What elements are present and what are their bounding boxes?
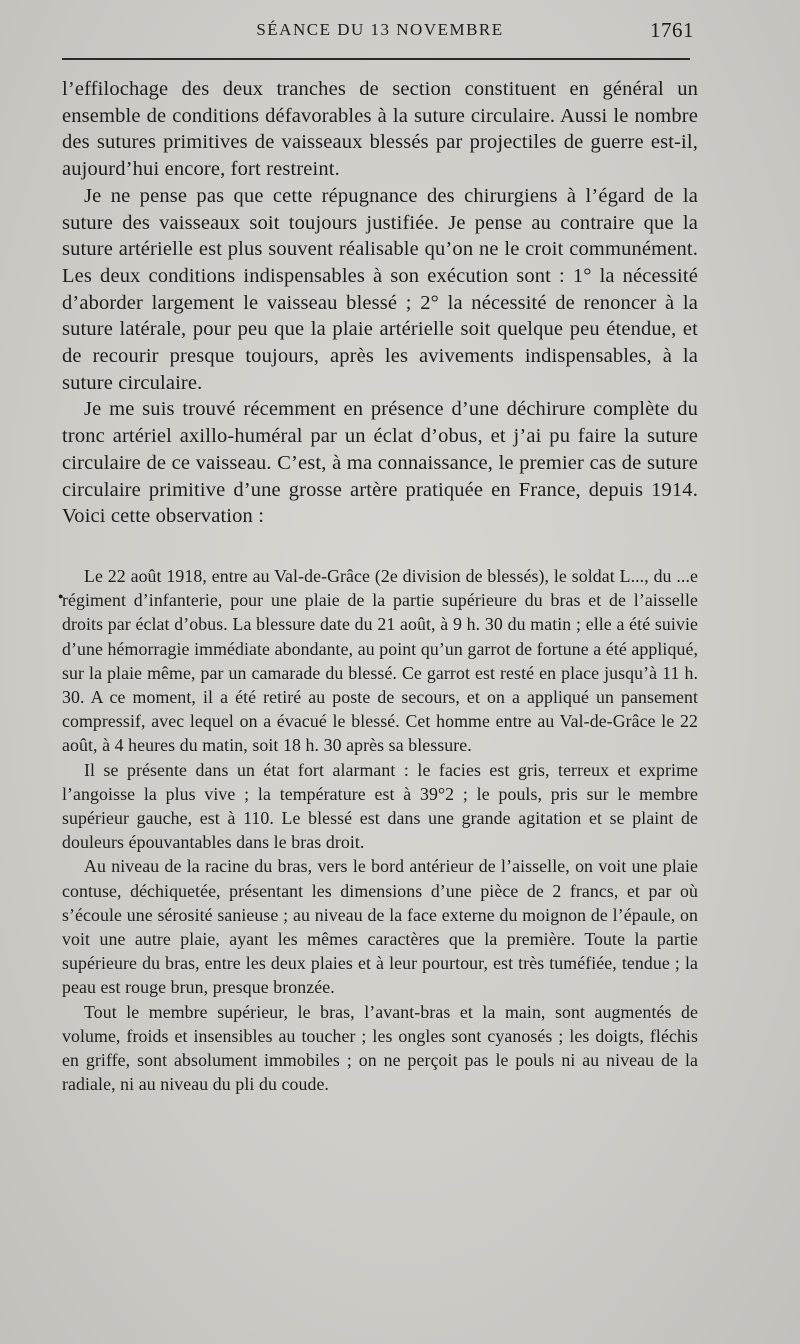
paragraph: l’effilochage des deux tranches de section constituent en général un ensemble de conditions défavorables à la suture circulaire. Aussi le nombre des sutures primitives de vaisseaux blessés par projectiles de guerre est-il, aujourd’hui encore, fort restreint.: [62, 78, 698, 181]
page-number: 1761: [650, 18, 694, 42]
observation-paragraph: Tout le membre supérieur, le bras, l’avant-bras et la main, sont augmentés de volume, froids et insensibles au toucher ; les ongles sont cyanosés ; les doigts, fléchis en griffe, sont absolument immobiles ; on ne perçoit pas le pouls ni au niveau de la radiale, ni au niveau du pli du coude.: [62, 1001, 698, 1095]
page-header: [60, 18, 700, 48]
header-rule: [62, 58, 690, 60]
paragraph: Je me suis trouvé récemment en présence d’une déchirure complète du tronc artériel axillo-huméral par un éclat d’obus, et j’ai pu faire la suture circulaire de ce vaisseau. C’est, à ma connaissance, le premier cas de suture circulaire primitive d’une grosse artère pratiquée en France, depuis 1914. Voici cette observation :: [62, 398, 698, 528]
observation-paragraph: Au niveau de la racine du bras, vers le bord antérieur de l’aisselle, on voit une plaie contuse, déchiquetée, présentant les dimensions d’une pièce de 2 francs, et par où s’écoule une sérosité sanieuse ; au niveau de la face externe du moignon de l’épaule, on voit une autre plaie, ayant les mêmes caractères que la première. Toute la partie supérieure du bras, entre les deux plaies et à leur pourtour, est très tuméfiée, tendue ; la peau est rouge brun, presque bronzée.: [62, 856, 698, 998]
body-text: [62, 76, 698, 1096]
running-head: SÉANCE DU 13 NOVEMBRE: [256, 20, 504, 39]
margin-mark: ●: [58, 591, 64, 601]
main-text: [62, 76, 698, 530]
observation-paragraph: Il se présente dans un état fort alarmant : le facies est gris, terreux et exprime l’angoisse la plus vive ; la température est à 39°2 ; le pouls, pris sur le membre supérieur gauche, est à 110. Le blessé est dans une grande agitation et se plaint de douleurs épouvantables dans le bras droit.: [62, 759, 698, 853]
paragraph: Je ne pense pas que cette répugnance des chirurgiens à l’égard de la suture des vaisseaux soit toujours justifiée. Je pense au contraire que la suture artérielle est plus souvent réalisable qu’on ne le croit communément. Les deux conditions indispensables à son exécution sont : 1° la nécessité d’aborder largement le vaisseau blessé ; 2° la nécessité de renoncer à la suture latérale, pour peu que la plaie artérielle soit quelque peu étendue, et de recourir presque toujours, après les avivements indispensables, à la suture circulaire.: [62, 184, 698, 394]
observation-text: [62, 564, 698, 1096]
observation-paragraph: Le 22 août 1918, entre au Val-de-Grâce (2e division de blessés), le soldat L..., du ...e régiment d’infanterie, pour une plaie de la partie supérieure du bras et de l’aisselle droits par éclat d’obus. La blessure date du 21 août, à 9 h. 30 du matin ; elle a été suivie d’une hémorragie immédiate abondante, au point qu’un garrot de fortune a été appliqué, sur la plaie même, par un camarade du blessé. Ce garrot est resté en place jusqu’à 11 h. 30. A ce moment, il a été retiré au poste de secours, et on a appliqué un pansement compressif, avec lequel on a évacué le blessé. Cet homme entre au Val-de-Grâce le 22 août, à 4 heures du matin, soit 18 h. 30 après sa blessure.: [62, 565, 698, 756]
